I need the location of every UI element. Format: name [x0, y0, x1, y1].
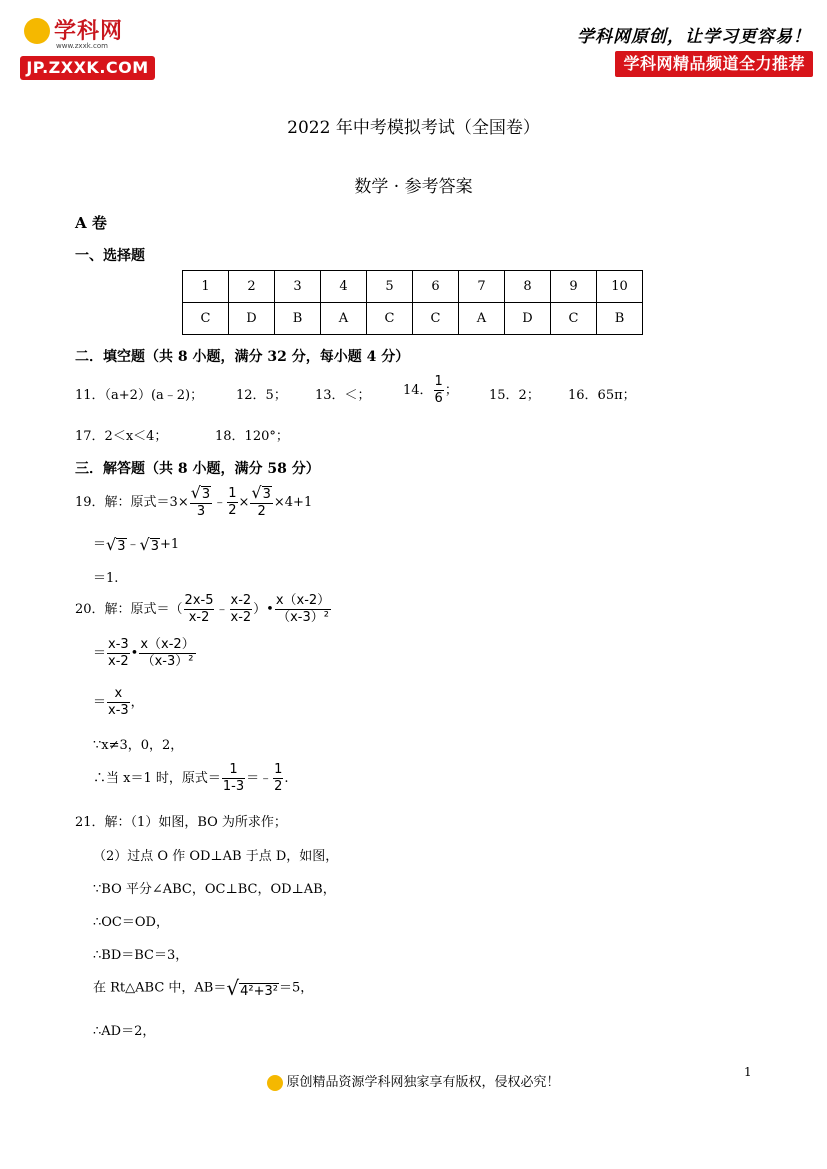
fraction [434, 374, 444, 407]
q20-line-5-prefix: ∴当 x＝1 时，原式＝ [93, 771, 221, 786]
sqrt: √3 [139, 535, 159, 554]
q21-line-5: ∴BD＝BC＝3， [93, 948, 189, 963]
denominator: 2 [274, 779, 283, 794]
numerator: 1 [274, 762, 283, 777]
equals: ＝ [93, 537, 107, 552]
fraction [275, 593, 331, 626]
denominator: 2 [228, 503, 237, 518]
denominator: x-2 [230, 610, 252, 625]
denominator: 3 [196, 504, 206, 519]
table-cell-answer: C [183, 303, 229, 335]
table-cell-answer: B [597, 303, 643, 335]
numerator: x-2 [230, 593, 252, 608]
fill-answer-15: 15．2； [489, 388, 540, 403]
equals: ＝ [93, 646, 107, 661]
fill-answer-13: 13．＜； [315, 388, 371, 403]
separator: . [284, 771, 289, 786]
volume-label: A 卷 [75, 214, 107, 232]
table-cell-answer: A [459, 303, 505, 335]
fill-answer-14-label: 14． [403, 383, 433, 398]
q21-line-6-suffix: ＝5， [278, 980, 314, 996]
choice-answer-table [182, 270, 643, 335]
copyright-text: 原创精品资源学科网独家享有版权，侵权必究！ [286, 1075, 560, 1090]
q19-suffix: ×4+1 [273, 495, 313, 510]
table-cell-number: 10 [597, 271, 643, 303]
numerator: x（x-2） [275, 593, 331, 608]
q20-line-4: ∵x≠3，0，2， [93, 738, 184, 753]
separator: ； [444, 383, 458, 398]
q19-line-1 [75, 485, 312, 520]
fraction [250, 485, 272, 520]
numerator: x（x-2） [140, 637, 195, 652]
table-cell-number: 4 [321, 271, 367, 303]
denominator: x-2 [188, 610, 210, 625]
denominator: 1-3 [222, 779, 245, 794]
fraction [107, 686, 130, 719]
denominator: （x-3）² [141, 654, 194, 669]
sqrt: √4²+3² [226, 976, 278, 1000]
table-cell-number: 7 [459, 271, 505, 303]
q21-line-4: ∴OC＝OD， [93, 915, 169, 930]
fill-answer-12: 12．5； [236, 388, 287, 403]
denominator: 6 [434, 391, 443, 406]
q20-line-2 [93, 637, 197, 670]
table-cell-number: 2 [229, 271, 275, 303]
fraction [230, 593, 253, 626]
numerator: √3 [190, 483, 211, 502]
radicand: 3 [201, 487, 211, 502]
fill-answer-11: 11．（a+2）(a﹣2)； [75, 388, 204, 403]
fraction [227, 486, 237, 519]
table-cell-answer: C [551, 303, 597, 335]
numerator: 1 [434, 374, 443, 389]
fraction [184, 593, 215, 626]
denominator: x-2 [108, 654, 129, 669]
slogan-badge: 学科网精品频道全力推荐 [615, 51, 813, 77]
logo-text: 学科网 [54, 19, 124, 44]
section-fill: 二．填空题（共 8 小题，满分 32 分，每小题 4 分） [75, 349, 410, 365]
numerator: √3 [251, 483, 271, 502]
table-cell-answer: C [367, 303, 413, 335]
fill-answer-14 [403, 374, 458, 407]
table-cell-answer: A [321, 303, 367, 335]
q20-line-3 [93, 686, 144, 719]
mascot-icon [267, 1075, 283, 1091]
q21-line-1: 21．解：（1）如图，BO 为所求作； [75, 815, 287, 830]
numerator: 1 [222, 762, 245, 779]
q19-line-3: ＝1. [93, 571, 119, 586]
numerator: x [107, 686, 130, 703]
fraction [273, 762, 283, 795]
q19-prefix: 19．解：原式＝3× [75, 495, 189, 510]
fraction [222, 762, 245, 795]
fill-answer-17: 17．2＜x＜4； [75, 429, 168, 444]
site-logo[interactable] [20, 14, 160, 84]
table-cell-number: 1 [183, 271, 229, 303]
page-number: 1 [744, 1065, 752, 1079]
table-cell-number: 3 [275, 271, 321, 303]
denominator: x-3 [108, 703, 129, 718]
table-cell-number: 9 [551, 271, 597, 303]
q21-line-3: ∵BO 平分∠ABC，OC⊥BC，OD⊥AB， [93, 882, 336, 897]
table-cell-answer: B [275, 303, 321, 335]
fraction [190, 485, 212, 520]
table-row [183, 303, 643, 335]
sqrt: √3 [106, 535, 126, 554]
operator: × [238, 495, 250, 510]
q21-line-6-prefix: 在 Rt△ABC 中，AB＝ [93, 980, 227, 996]
denominator: 2 [257, 504, 266, 519]
operator: ＝﹣ [246, 771, 273, 786]
document-title: 2022 年中考模拟考试（全国卷） [287, 118, 540, 138]
q20-line-5 [93, 762, 289, 795]
fraction [107, 637, 130, 670]
table-cell-answer: D [505, 303, 551, 335]
q20-line-1 [75, 593, 332, 626]
operator: ）• [253, 602, 274, 617]
operator: ﹣ [215, 602, 229, 617]
numerator: 2x-5 [184, 593, 214, 608]
q21-line-6 [93, 976, 313, 1000]
table-cell-answer: D [229, 303, 275, 335]
table-cell-number: 8 [505, 271, 551, 303]
document-subtitle: 数学 · 参考答案 [354, 177, 473, 197]
fill-answer-16: 16．65π； [568, 388, 636, 403]
table-cell-answer: C [413, 303, 459, 335]
table-cell-number: 5 [367, 271, 413, 303]
operator: ﹣ [213, 495, 227, 510]
numerator: x-3 [108, 637, 129, 652]
radicand: 4²+3² [240, 984, 278, 999]
q21-line-7: ∴AD＝2， [93, 1024, 156, 1039]
section-solution: 三．解答题（共 8 小题，满分 58 分） [75, 461, 320, 477]
mascot-icon [24, 18, 50, 44]
q20-prefix: 20．解：原式＝（ [75, 602, 183, 617]
logo-url: www.zxxk.com [56, 42, 108, 50]
copyright-footer [0, 1071, 827, 1091]
operator: ﹣ [126, 537, 140, 552]
slogan: 学科网原创，让学习更容易！ [577, 27, 811, 47]
separator: ， [130, 695, 144, 710]
radicand: 3 [117, 539, 126, 554]
logo-badge: JP.ZXXK.COM [20, 56, 155, 80]
equals: ＝ [93, 695, 107, 710]
fraction [139, 637, 195, 670]
q19-line-2 [93, 533, 179, 554]
numerator: 1 [228, 486, 237, 501]
operator: • [130, 646, 139, 661]
table-cell-number: 6 [413, 271, 459, 303]
table-row [183, 271, 643, 303]
section-choice: 一、选择题 [75, 248, 145, 264]
radicand: 3 [150, 539, 159, 554]
q19-line-2-suffix: +1 [160, 537, 180, 552]
radicand: 3 [262, 487, 271, 502]
denominator: （x-3）² [277, 610, 329, 625]
fill-answer-18: 18．120°； [215, 429, 289, 444]
q21-line-2: （2）过点 O 作 OD⊥AB 于点 D，如图， [93, 849, 339, 864]
